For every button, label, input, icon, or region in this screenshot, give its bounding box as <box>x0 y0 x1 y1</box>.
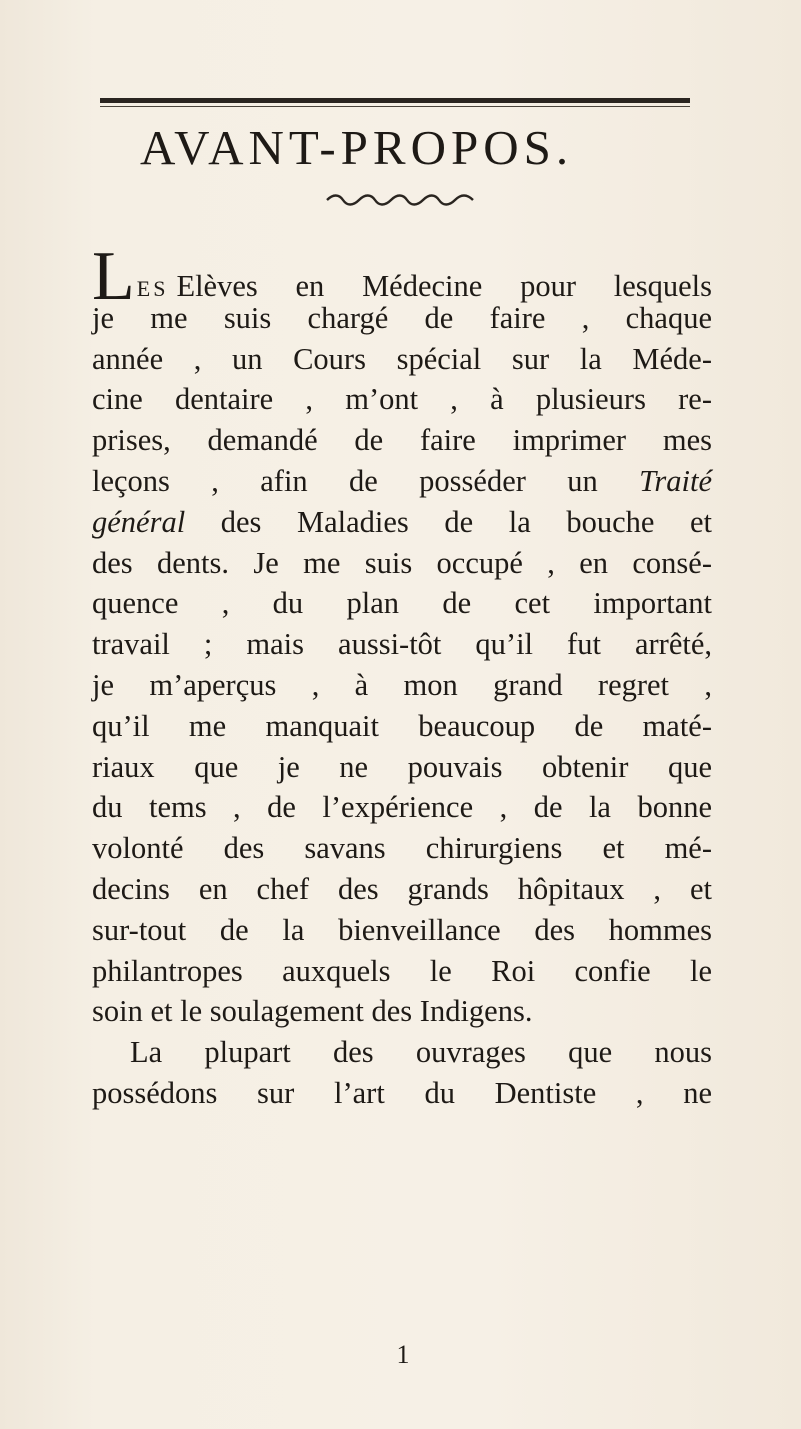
italic-text: général <box>92 504 186 539</box>
text-line: volonté des savans chirurgiens et mé- <box>92 831 712 866</box>
text-line: je m’aperçus , à mon grand regret , <box>92 667 712 702</box>
header-rule <box>100 98 690 103</box>
text-line <box>92 502 712 543</box>
text-line: des dents. Je me suis occupé , en consé- <box>92 545 712 580</box>
text-line: quence , du plan de cet important <box>92 586 712 621</box>
body-text <box>92 238 713 1114</box>
text-line: du tems , de l’expérience , de la bonne <box>92 790 712 825</box>
small-caps: ES <box>136 276 169 301</box>
text-line: sur-tout de la bienveillance des hommes <box>92 912 712 947</box>
paragraph-end-line: soin et le soulagement des Indigens. <box>92 994 533 1029</box>
ornament-divider <box>325 192 475 208</box>
text-segment: leçons , afin de posséder un <box>92 463 598 498</box>
text-line: philantropes auxquels le Roi confie le <box>92 953 712 988</box>
drop-cap: L <box>92 238 135 315</box>
text-line <box>92 461 712 502</box>
text-line: prises, demandé de faire imprimer mes <box>92 423 712 458</box>
text-segment: Elèves en Médecine pour lesquels <box>176 269 712 303</box>
text-line: année , un Cours spécial sur la Méde- <box>92 341 712 376</box>
text-line: riaux que je ne pouvais obtenir que <box>92 749 712 784</box>
text-line: qu’il me manquait beaucoup de maté- <box>92 708 712 743</box>
text-line: possédons sur l’art du Dentiste , ne <box>92 1075 712 1110</box>
text-line <box>92 238 712 315</box>
header-rule-thin <box>100 106 690 107</box>
text-line: travail ; mais aussi-tôt qu’il fut arrêté, <box>92 627 712 662</box>
page-number: 1 <box>396 1340 410 1369</box>
text-line: La plupart des ouvrages que nous <box>130 1035 712 1070</box>
text-line: decins en chef des grands hôpitaux , et <box>92 871 712 906</box>
text-line: je me suis chargé de faire , chaque <box>92 300 712 335</box>
text-segment: des Maladies de la bouche et <box>220 504 713 539</box>
text-line: cine dentaire , m’ont , à plusieurs re- <box>92 382 712 417</box>
italic-text: Traité <box>639 463 713 498</box>
page-title: AVANT-PROPOS. <box>140 120 574 175</box>
